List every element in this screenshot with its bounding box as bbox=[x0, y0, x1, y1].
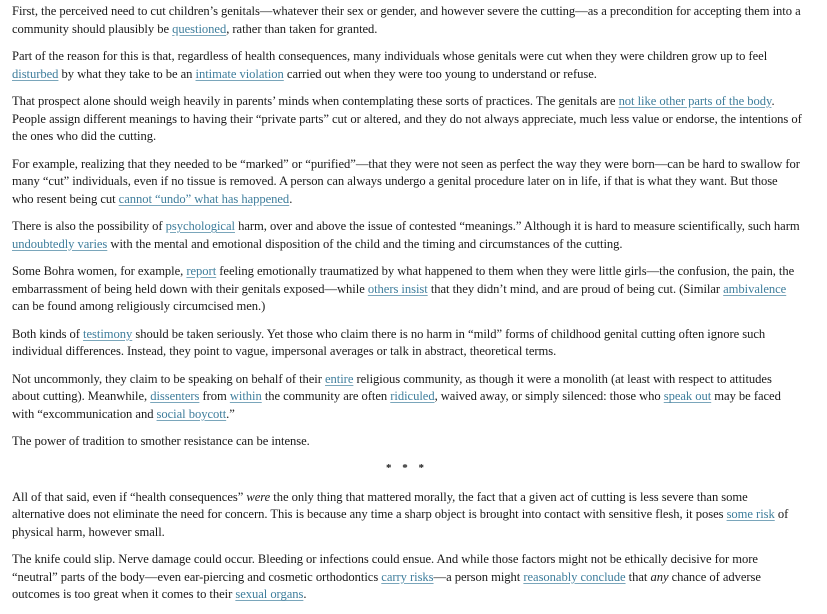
inline-link[interactable]: some risk bbox=[726, 507, 775, 522]
inline-link[interactable]: testimony bbox=[83, 326, 133, 341]
article-paragraph bbox=[12, 156, 802, 209]
inline-link[interactable]: social boycott bbox=[156, 406, 227, 421]
paragraph-text: that bbox=[625, 569, 651, 584]
inline-link[interactable]: report bbox=[186, 264, 217, 279]
article-paragraph bbox=[12, 489, 802, 542]
emphasized-text: any bbox=[650, 569, 669, 584]
paragraph-text: that they didn’t mind, and are proud of being cut. (Similar bbox=[427, 281, 724, 296]
inline-link[interactable]: cannot “undo” what has happened bbox=[118, 191, 290, 206]
paragraph-text: There is also the possibility of bbox=[12, 219, 166, 234]
inline-link[interactable]: dissenters bbox=[150, 389, 200, 404]
paragraph-text: should be taken seriously. Yet those who claim there is no harm in “mild” forms of childhood genital cutting often ignore such individual differences. Instead, they point to vague, impersonal averages or talk in abstract, theoretical terms. bbox=[12, 326, 766, 359]
paragraph-text: , rather than taken for granted. bbox=[226, 21, 378, 36]
paragraph-text: .” bbox=[226, 406, 235, 421]
article-body bbox=[12, 0, 802, 614]
emphasized-text: were bbox=[246, 489, 271, 504]
paragraph-text: , waived away, or simply silenced: those who bbox=[434, 389, 664, 404]
paragraph-text: carried out when they were too young to understand or refuse. bbox=[283, 66, 597, 81]
paragraph-text: . People assign different meanings to having their “private parts” cut or altered, and they do not always appreciate, much less value or endorse, the intentions of the ones who did the cutting. bbox=[12, 93, 802, 144]
inline-link[interactable]: others insist bbox=[367, 281, 428, 296]
paragraph-text: from bbox=[199, 389, 230, 404]
inline-link[interactable]: speak out bbox=[663, 389, 712, 404]
paragraph-text: harm, over and above the issue of contested “meanings.” Although it is hard to measure scientifically, such harm bbox=[234, 219, 800, 234]
article-paragraph bbox=[12, 433, 802, 451]
inline-link[interactable]: within bbox=[229, 389, 262, 404]
section-divider: * * * bbox=[386, 461, 428, 474]
inline-link[interactable]: carry risks bbox=[381, 569, 434, 584]
article-paragraph bbox=[12, 371, 802, 424]
paragraph-text: with the mental and emotional disposition of the child and the timing and circumstances of the cutting. bbox=[107, 236, 623, 251]
paragraph-text: feeling emotionally traumatized by what happened to them when they were little girls—the confusion, the pain, the embarrassment of being held down with their genitals exposed—while bbox=[12, 264, 795, 296]
paragraph-text: For example, realizing that they needed to be “marked” or “purified”—that they were not seen as perfect the way they were born—can be hard to swallow for many “cut” individuals, even if no tissue is removed. A person can always undergo a genital procedure later on in life, if that is what they want. But those who resent being cut bbox=[12, 156, 800, 206]
inline-link[interactable]: ambivalence bbox=[723, 281, 787, 296]
paragraph-text: may be faced with “excommunication and bbox=[12, 389, 781, 421]
inline-link[interactable]: intimate violation bbox=[195, 66, 284, 81]
paragraph-text: the community are often bbox=[261, 389, 391, 404]
inline-link[interactable]: psychological bbox=[165, 219, 235, 234]
paragraph-text: Part of the reason for this is that, regardless of health consequences, many individuals whose genitals were cut when they were children grow up to feel bbox=[12, 48, 768, 63]
paragraph-text: Not uncommonly, they claim to be speaking on behalf of their bbox=[12, 371, 325, 386]
article-paragraph bbox=[12, 93, 802, 146]
paragraph-text: Both kinds of bbox=[12, 326, 84, 341]
inline-link[interactable]: entire bbox=[325, 371, 354, 386]
paragraph-text: of physical harm, however small. bbox=[12, 507, 789, 539]
inline-link[interactable]: ridiculed bbox=[390, 389, 435, 404]
inline-link[interactable]: reasonably conclude bbox=[523, 569, 626, 584]
inline-link[interactable]: not like other parts of the body bbox=[618, 93, 772, 108]
inline-link[interactable]: undoubtedly varies bbox=[12, 236, 108, 251]
inline-link[interactable]: questioned bbox=[172, 21, 227, 36]
paragraph-text: religious community, as though it were a monolith (at least with respect to attitudes about cutting). Meanwhile, bbox=[12, 371, 772, 404]
inline-link[interactable]: disturbed bbox=[12, 66, 59, 81]
paragraph-text: —a person might bbox=[433, 569, 524, 584]
paragraph-text: First, the perceived need to cut children’s genitals—whatever their sex or gender, and however severe the cutting—as a precondition for accepting them into a community should plausibly be bbox=[12, 4, 801, 36]
inline-link[interactable]: sexual organs bbox=[235, 587, 304, 602]
paragraph-text: . bbox=[289, 191, 293, 206]
paragraph-text: That prospect alone should weigh heavily in parents’ minds when contemplating these sorts of practices. The genitals are bbox=[12, 93, 619, 108]
article-paragraph bbox=[12, 326, 802, 361]
paragraph-text: . bbox=[303, 587, 307, 602]
paragraph-text: the only thing that mattered morally, the fact that a given act of cutting is less severe than some alternative does not eliminate the need for concern. This is because any time a sharp object is brought into contact with sensitive flesh, it poses bbox=[12, 489, 748, 522]
article-paragraph bbox=[12, 263, 802, 316]
paragraph-text: The knife could slip. Nerve damage could occur. Bleeding or infections could ensue. And while those factors might not be ethically decisive for more “neutral” parts of the body—even ear-piercing and cosmetic orthodontics bbox=[12, 552, 758, 584]
article-paragraph bbox=[12, 48, 802, 83]
paragraph-text: The power of tradition to smother resistance can be intense. bbox=[12, 434, 310, 449]
article-paragraph bbox=[12, 218, 802, 253]
article-paragraph bbox=[12, 551, 802, 604]
paragraph-text: can be found among religiously circumcised men.) bbox=[12, 299, 266, 314]
paragraph-text: chance of adverse outcomes is too great when it comes to their bbox=[12, 569, 761, 602]
paragraph-text: Some Bohra women, for example, bbox=[12, 264, 187, 279]
paragraph-text: All of that said, even if “health consequences” bbox=[12, 489, 247, 504]
paragraph-text: by what they take to be an bbox=[58, 66, 196, 81]
article-paragraph bbox=[12, 3, 802, 38]
